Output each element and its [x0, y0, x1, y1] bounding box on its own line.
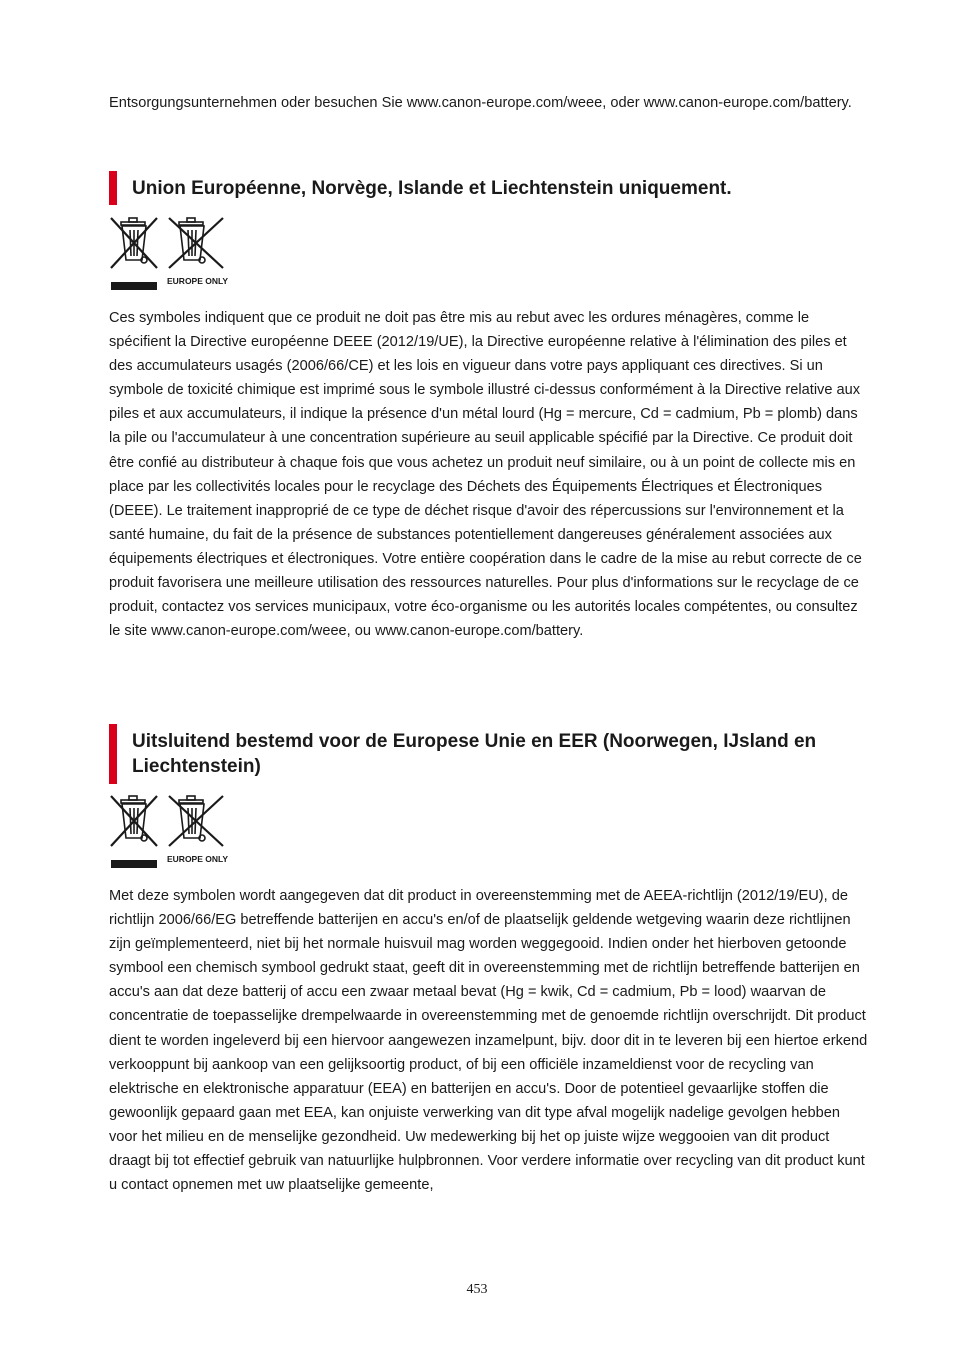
- crossed-out-wheelie-bin-icon: [111, 796, 157, 846]
- crossed-out-wheelie-bin-icon: [169, 796, 223, 846]
- europe-only-label: EUROPE ONLY: [167, 276, 229, 286]
- weee-symbols-graphic: [109, 794, 229, 870]
- weee-symbols-nl: [109, 794, 229, 870]
- section-body-fr: Ces symboles indiquent que ce produit ne doit pas être mis au rebut avec les ordures ménagères, comme le spécifient la Directive européenne DEEE (2012/19/UE), la Directive européenne relative à l'élimination des piles et des accumulateurs usagés (2006/66/CE) et les lois en vigueur dans votre pays appliquant ces directives. Si un symbole de toxicité chimique est imprimé sous le symbole illustré ci-dessus conformément à la Directive relative aux piles et aux accumulateurs, il indique la présence d'un métal lourd (Hg = mercure, Cd = cadmium, Pb = plomb) dans la pile ou l'accumulateur à une concentration supérieure au seuil applicable spécifié par la Directive. Ce produit doit être confié au distributeur à chaque fois que vous achetez un produit neuf similaire, ou à un point de collecte mis en place par les collectivités locales pour le recyclage des Déchets des Équipements Électriques et Électroniques (DEEE). Le traitement inapproprié de ce type de déchet risque d'avoir des répercussions sur l'environnement et la santé humaine, du fait de la présence de substances potentiellement dangereuses généralement associées aux équipements électriques et électroniques. Votre entière coopération dans le cadre de la mise au rebut correcte de ce produit favorisera une meilleure utilisation des ressources naturelles. Pour plus d'informations sur le recyclage de ce produit, contactez vos services municipaux, votre éco-organisme ou les autorités locales compétentes, ou consultez le site www.canon-europe.com/weee, ou www.canon-europe.com/battery.: [109, 310, 862, 640]
- section-heading-fr: Union Européenne, Norvège, Islande et Liechtenstein uniquement.: [109, 171, 869, 205]
- black-bar: [111, 282, 157, 290]
- section-body-nl: Met deze symbolen wordt aangegeven dat dit product in overeenstemming met de AEEA-richtlijn (2012/19/EU), de richtlijn 2006/66/EG betreffende batterijen en accu's en/of de plaatselijk geldende wetgeving waarin deze richtlijnen zijn geïmplementeerd, niet bij het normale huisvuil mag worden weggegooid. Indien onder het hierboven getoonde symbool een chemisch symbool gedrukt staat, geeft dit in overeenstemming met de richtlijn betreffende batterijen en accu's aan dat deze batterij of accu een zwaar metaal bevat (Hg = kwik, Cd = cadmium, Pb = lood) waarvan de concentratie de toepasselijke drempelwaarde in overeenstemming met de genoemde richtlijn overschrijdt. Dit product dient te worden ingeleverd bij een hiervoor aangewezen inzamelpunt, bijv. door dit in te leveren bij een hiertoe erkend verkooppunt bij aankoop van een gelijksoortig product, of bij een officiële inzameldienst voor de recycling van elektrische en elektronische apparatuur (EEA) en batterijen en accu's. Door de potentieel gevaarlijke stoffen die gewoonlijk gepaard gaan met EEA, kan onjuiste verwerking van dit type afval mogelijk nadelige gevolgen hebben voor het milieu en de menselijke gezondheid. Uw medewerking bij het op juiste wijze weggooien van dit product draagt bij tot effectief gebruik van natuurlijke hulpbronnen. Voor verdere informatie over recycling van dit product kunt u contact opnemen met uw plaatselijke gemeente,: [109, 888, 868, 1194]
- intro-paragraph: Entsorgungsunternehmen oder besuchen Sie www.canon-europe.com/weee, oder www.canon-europe.com/battery.: [109, 95, 852, 111]
- black-bar: [111, 860, 157, 868]
- europe-only-label: EUROPE ONLY: [167, 854, 229, 864]
- page-number: 453: [466, 1282, 488, 1297]
- crossed-out-wheelie-bin-icon: [169, 218, 223, 268]
- weee-symbols-graphic: [109, 216, 229, 292]
- crossed-out-wheelie-bin-icon: [111, 218, 157, 268]
- weee-symbols-fr: [109, 216, 229, 292]
- section-heading-nl: Uitsluitend bestemd voor de Europese Unie en EER (Noorwegen, IJsland en Liechtenstein): [109, 724, 869, 784]
